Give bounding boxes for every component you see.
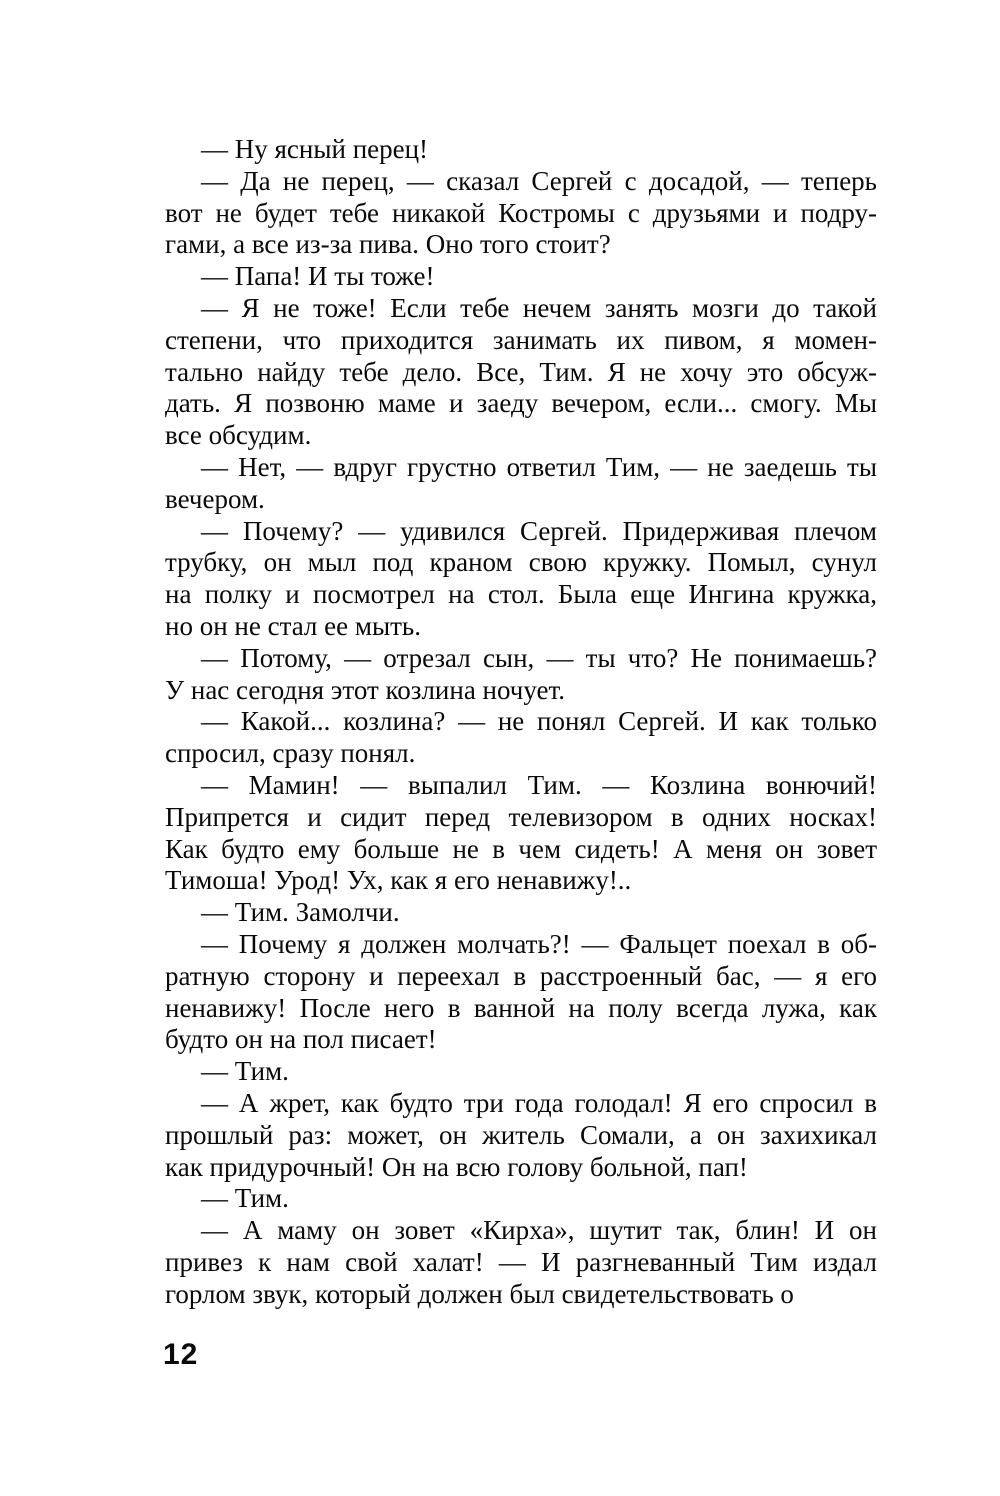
page-text xyxy=(165,134,877,1310)
paragraph xyxy=(165,261,877,293)
paragraph xyxy=(165,1183,877,1215)
text-line: ненавижу! После него в ванной на полу всегда лужа, как xyxy=(165,992,877,1023)
text-line: — Почему? — удивился Сергей. Придерживая плечом xyxy=(201,515,877,546)
text-line: Как будто ему больше не в чем сидеть! А меня он зовет xyxy=(165,833,877,864)
paragraph xyxy=(165,897,877,929)
text-line: будто он на пол писает! xyxy=(165,1024,437,1055)
text-line: — Какой... козлина? — не понял Сергей. И как только xyxy=(201,706,877,737)
text-line: — Да не перец, — сказал Сергей с досадой, — теперь xyxy=(201,165,877,196)
paragraph xyxy=(165,1215,877,1310)
text-line: Припрется и сидит перед телевизором в одних носках! xyxy=(165,801,877,832)
text-line: ратную сторону и переехал в расстроенный бас, — я его xyxy=(165,960,877,991)
text-line: трубку, он мыл под краном свою кружку. Помыл, сунул xyxy=(165,547,877,578)
text-line: — Мамин! — выпалил Тим. — Козлина вонючий! xyxy=(201,769,877,800)
text-line: — Тим. xyxy=(201,1056,289,1087)
text-line: прошлый раз: может, он житель Сомали, а он захихикал xyxy=(165,1119,877,1150)
text-line: на полку и посмотрел на стол. Была еще Ингина кружка, xyxy=(165,579,877,610)
text-line: — Тим. xyxy=(201,1183,289,1214)
text-line: — Нет, — вдруг грустно ответил Тим, — не заедешь ты xyxy=(201,451,877,482)
text-line: — А маму он зовет «Кирха», шутит так, блин! И он xyxy=(201,1215,877,1246)
paragraph xyxy=(165,452,877,516)
text-line: вечером. xyxy=(165,483,265,514)
text-line: — Ну ясный перец! xyxy=(201,134,429,164)
text-line: тально найду тебе дело. Все, Тим. Я не хочу это обсуж- xyxy=(165,356,877,387)
paragraph xyxy=(165,1088,877,1183)
text-line: — А жрет, как будто три года голодал! Я его спросил в xyxy=(201,1087,877,1118)
text-line: — Папа! И ты тоже! xyxy=(201,261,435,292)
text-line: Тимоша! Урод! Ух, как я его ненавижу!.. xyxy=(165,865,632,896)
text-line: но он не стал ее мыть. xyxy=(165,610,421,641)
text-line: гами, а все из-за пива. Оно того стоит? xyxy=(165,229,611,260)
paragraph xyxy=(165,929,877,1056)
text-line: степени, что приходится занимать их пивом, я момен- xyxy=(165,324,877,355)
paragraph xyxy=(165,1056,877,1088)
text-line: все обсудим. xyxy=(165,420,312,451)
page-number: 12 xyxy=(163,1338,199,1371)
text-line: — Почему я должен молчать?! — Фальцет поехал в об- xyxy=(201,928,877,959)
text-line: вот не будет тебе никакой Костромы с друзьями и подру- xyxy=(165,197,877,228)
paragraph xyxy=(165,166,877,261)
text-line: привез к нам свой халат! — И разгневанный Тим издал xyxy=(165,1246,877,1277)
text-line: как придурочный! Он на всю голову больной, пап! xyxy=(165,1151,748,1182)
text-line: — Потому, — отрезал сын, — ты что? Не понимаешь? xyxy=(201,642,877,673)
text-line: — Я не тоже! Если тебе нечем занять мозги до такой xyxy=(201,292,877,323)
text-line: У нас сегодня этот козлина ночует. xyxy=(165,674,566,705)
paragraph xyxy=(165,293,877,452)
text-line: — Тим. Замолчи. xyxy=(201,897,400,928)
paragraph xyxy=(165,643,877,707)
paragraph xyxy=(165,770,877,897)
text-line: горлом звук, который должен был свидетельствовать о xyxy=(165,1278,794,1309)
text-line: спросил, сразу понял. xyxy=(165,738,416,769)
paragraph xyxy=(165,516,877,643)
paragraph xyxy=(165,134,877,166)
text-line: дать. Я позвоню маме и заеду вечером, если... смогу. Мы xyxy=(165,388,877,419)
paragraph xyxy=(165,706,877,770)
